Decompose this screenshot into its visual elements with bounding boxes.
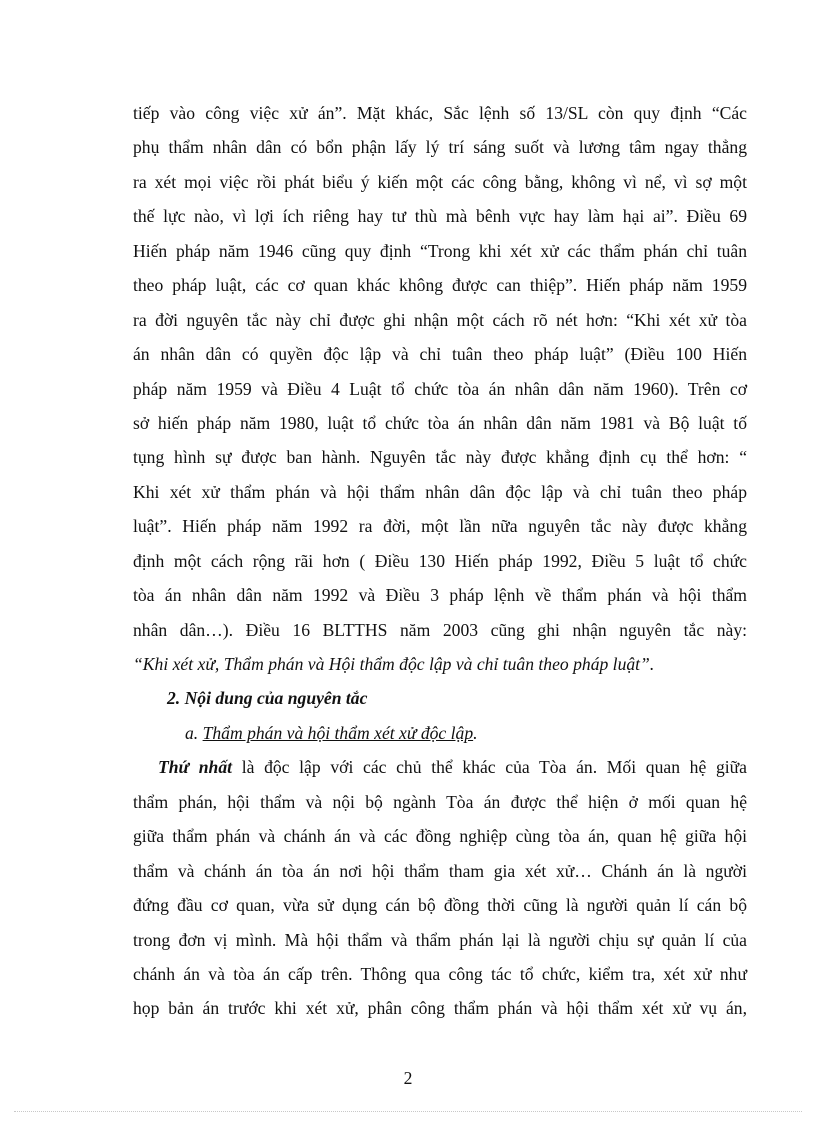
text-line: định một cách rộng rãi hơn ( Điều 130 Hiến pháp 1992, Điều 5 luật tổ chức — [133, 550, 747, 571]
text-line: pháp năm 1959 và Điều 4 Luật tổ chức tòa án nhân dân năm 1960). Trên cơ — [133, 378, 747, 399]
text-line: ra xét mọi việc rồi phát biểu ý kiến một các công bằng, không vì nể, vì sợ một — [133, 171, 747, 192]
text-line: thẩm và chánh án tòa án nơi hội thẩm tham gia xét xử… Chánh án là người — [133, 860, 747, 881]
subsection-heading — [133, 716, 747, 750]
lead-bold-text: Thứ nhất — [158, 757, 233, 778]
text-line: thế lực nào, vì lợi ích riêng hay tư thù mà bênh vực hay làm hại ai”. Điều 69 — [133, 206, 747, 227]
paragraph-history — [133, 96, 747, 647]
text-line: Khi xét xử thẩm phán và hội thẩm nhân dân độc lập và chỉ tuân theo pháp — [133, 481, 747, 502]
subsection-title: Thẩm phán và hội thẩm xét xử độc lập — [202, 722, 474, 743]
text-line: nhân dân…). Điều 16 BLTTHS năm 2003 cũng ghi nhận nguyên tắc này: — [133, 619, 747, 640]
text-line: thẩm phán, hội thẩm và nội bộ ngành Tòa án được thể hiện ở mối quan hệ — [133, 791, 747, 812]
section-heading: 2. Nội dung của nguyên tắc — [167, 688, 368, 709]
text-line: ra đời nguyên tắc này chỉ được ghi nhận một cách rõ nét hơn: “Khi xét xử tòa — [133, 309, 747, 330]
text-line: theo pháp luật, các cơ quan khác không được can thiệp”. Hiến pháp năm 1959 — [133, 275, 747, 296]
page-number: 2 — [403, 1068, 413, 1088]
text-line: phụ thẩm nhân dân có bổn phận lấy lý trí sáng suốt và lương tâm ngay thẳng — [133, 137, 747, 158]
quote-line: “Khi xét xử, Thẩm phán và Hội thẩm độc lập và chỉ tuân theo pháp luật”. — [133, 654, 655, 674]
text-line: luật”. Hiến pháp năm 1992 ra đời, một lần nữa nguyên tắc này được khẳng — [133, 516, 747, 537]
text-line: đứng đầu cơ quan, vừa sử dụng cán bộ đồng thời cũng là người quản lí cán bộ — [133, 895, 747, 916]
first-line-rest: là độc lập với các chủ thể khác của Tòa án. Mối quan hệ giữa — [232, 757, 747, 778]
body-text — [133, 96, 747, 1026]
text-line: giữa thẩm phán và chánh án và các đồng nghiệp cùng tòa án, quan hệ giữa hội — [133, 826, 747, 847]
paragraph-independence — [133, 785, 747, 1026]
text-line: trong đơn vị mình. Mà hội thẩm và thẩm phán lại là người chịu sự quản lí của — [133, 929, 747, 950]
page-boundary-divider — [14, 1111, 802, 1112]
subsection-prefix: a. — [185, 722, 203, 743]
text-line: sở hiến pháp năm 1980, luật tổ chức tòa án nhân dân năm 1981 và Bộ luật tố — [133, 412, 747, 433]
text-line: tòa án nhân dân năm 1992 và Điều 3 pháp lệnh về thẩm phán và hội thẩm — [133, 585, 747, 606]
paragraph-first-line — [133, 750, 747, 784]
text-line: tiếp vào công việc xử án”. Mặt khác, Sắc lệnh số 13/SL còn quy định “Các — [133, 103, 747, 123]
text-line: họp bản án trước khi xét xử, phân công thẩm phán và hội thẩm xét xử vụ án, — [133, 998, 747, 1019]
text-line: án nhân dân có quyền độc lập và chỉ tuân theo pháp luật” (Điều 100 Hiến — [133, 344, 747, 365]
subsection-suffix: . — [473, 722, 478, 743]
text-line: Hiến pháp năm 1946 cũng quy định “Trong khi xét xử các thẩm phán chỉ tuân — [133, 240, 747, 261]
text-line: tụng hình sự được ban hành. Nguyên tắc này được khẳng định cụ thể hơn: “ — [133, 447, 747, 468]
text-line: chánh án và tòa án cấp trên. Thông qua công tác tổ chức, kiểm tra, xét xử như — [133, 963, 747, 984]
